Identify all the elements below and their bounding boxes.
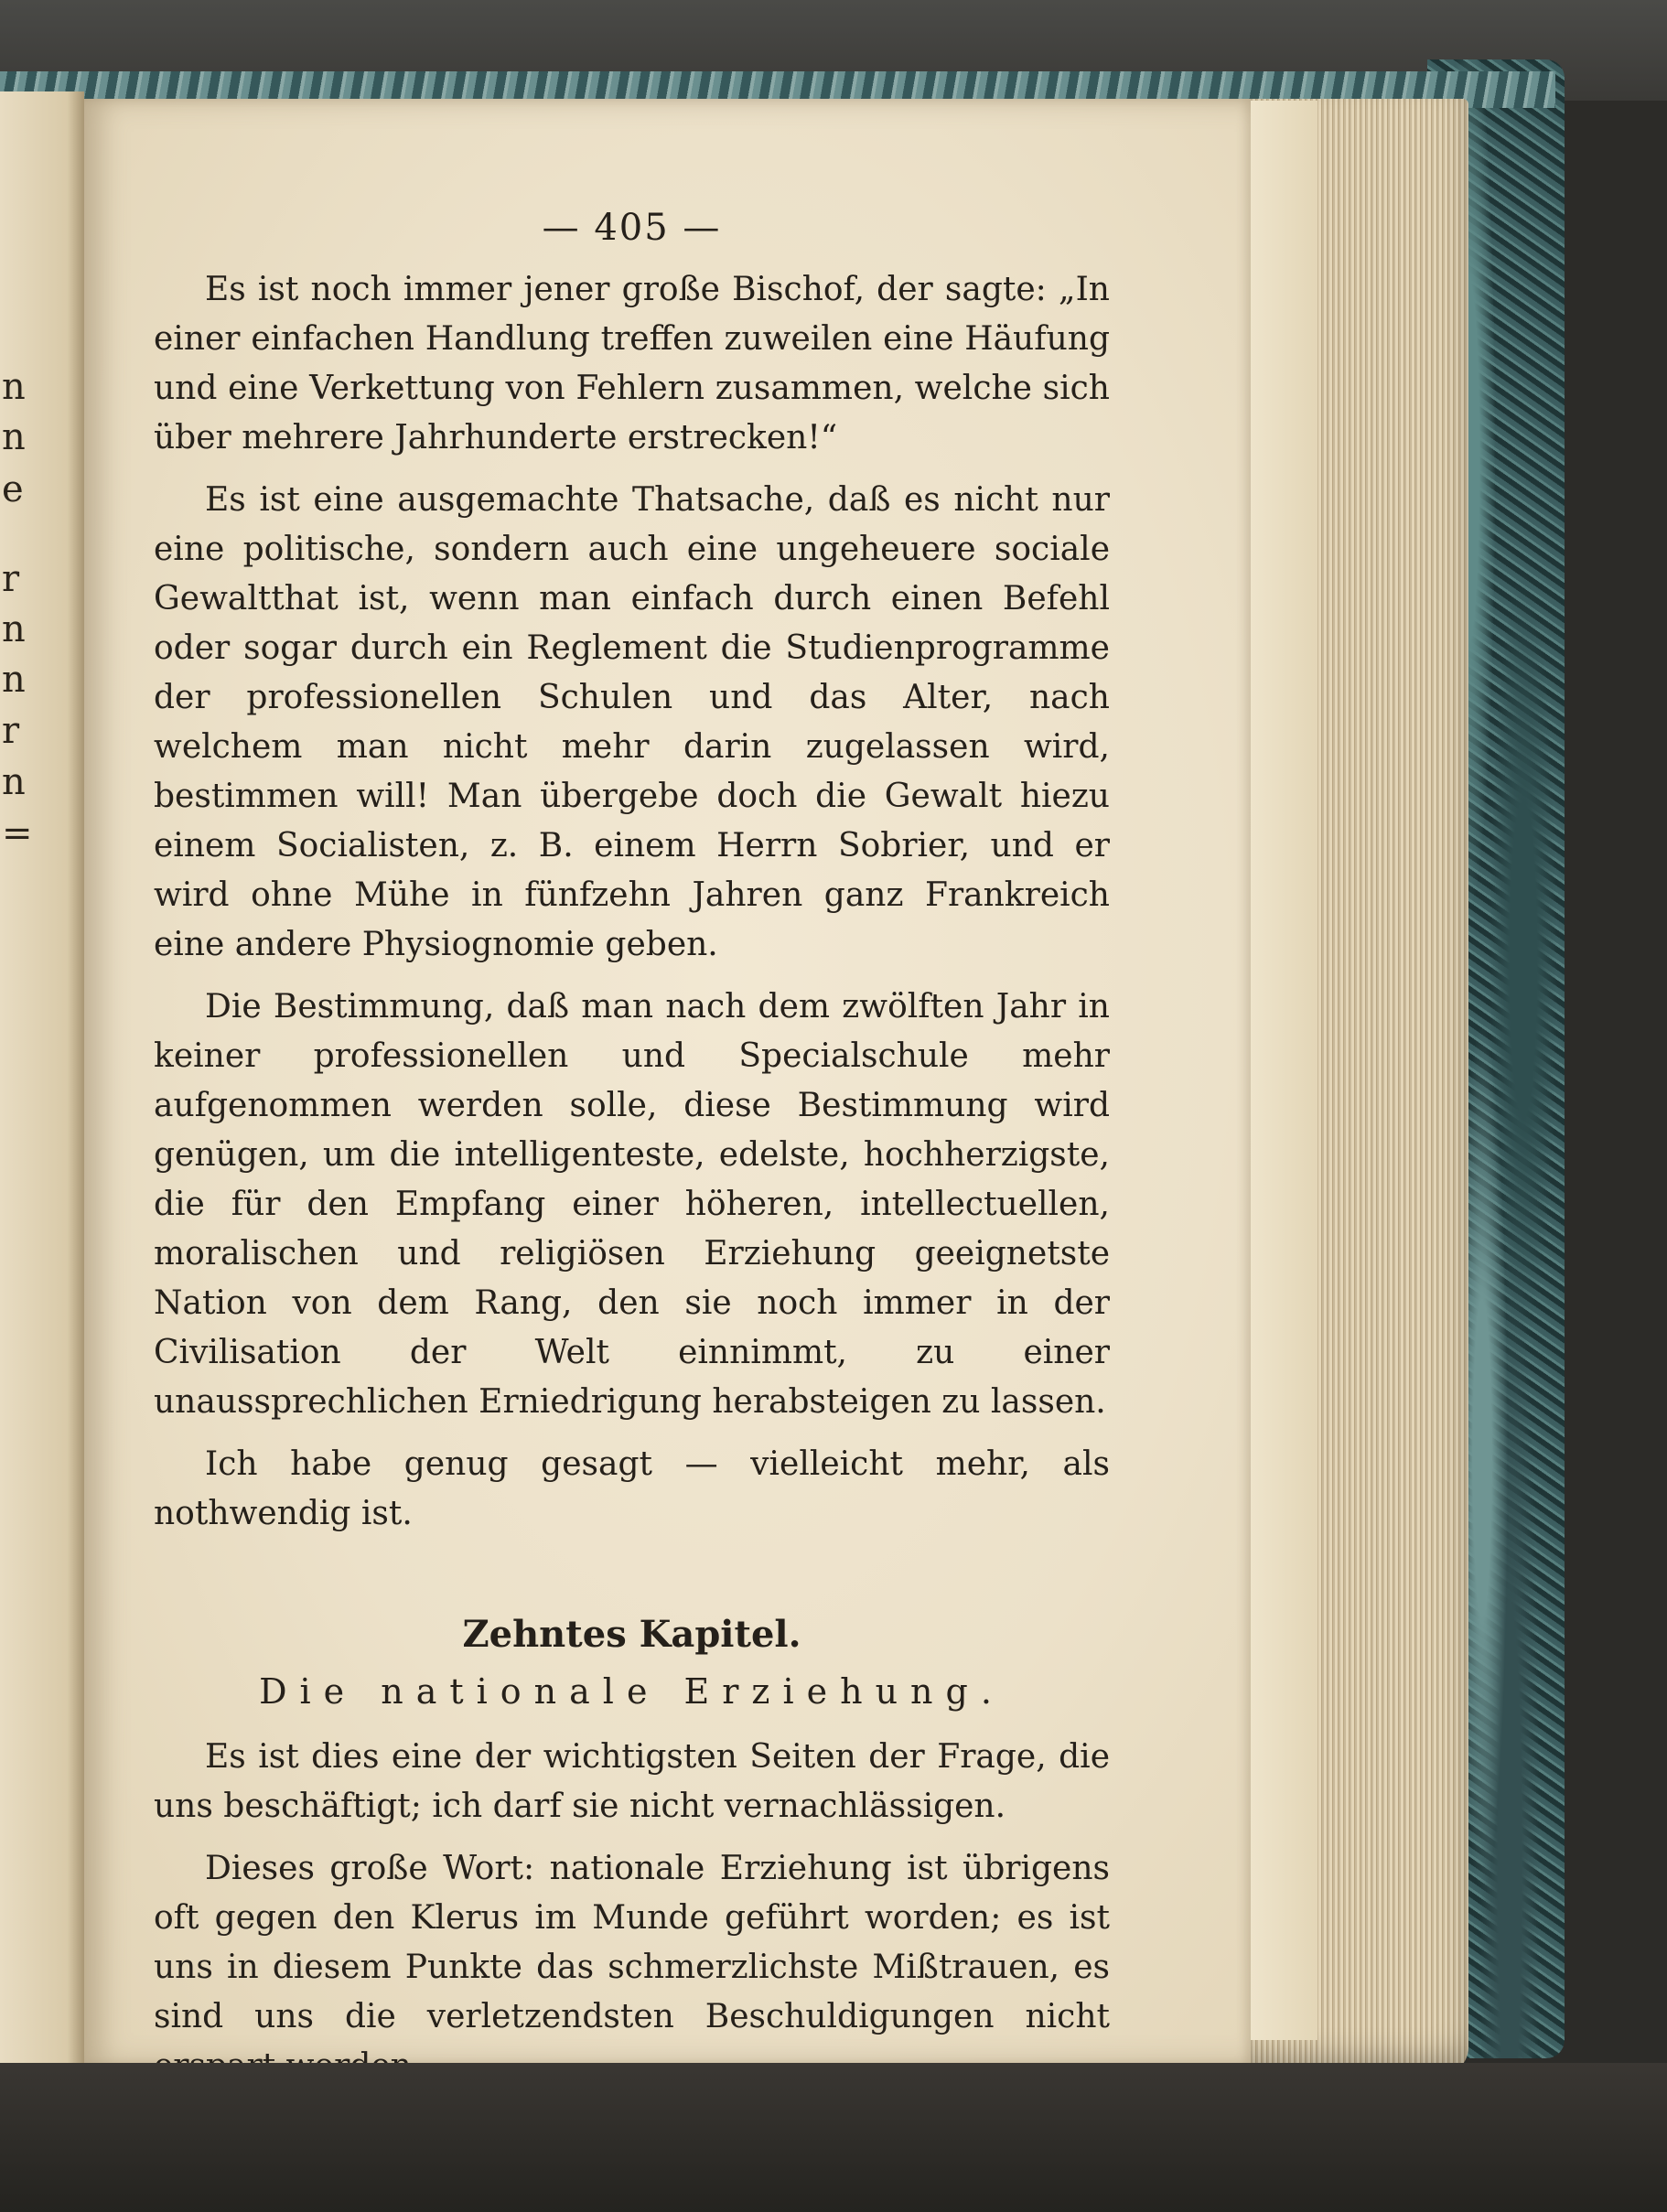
paragraph: Die Bestimmung, daß man nach dem zwölften Jahr in keiner professionellen und Specialschule mehr aufgenommen werden solle, diese Bestimmung wird genügen, um die intelligenteste, edelste, hochherzigste, die für den Empfang einer höheren, intellectuellen, moralischen und religiösen Erziehung geeignetste Nation von dem Rang, den sie noch immer in der Civilisation der Welt einnimmt, zu einer unaussprechlichen Erniedrigung herabsteigen zu lassen. xyxy=(154,988,1110,1421)
background-bottom xyxy=(0,2063,1667,2212)
left-fragment: r xyxy=(2,558,20,600)
paragraph: Dieses große Wort: nationale Erziehung ist übrigens oft gegen den Klerus im Munde geführt worden; es ist uns in diesem Punkte das schmerzlichste Mißtrauen, es sind uns die verletzendsten Beschuldigungen nicht xyxy=(154,1850,1110,2035)
chapter-subtitle: Die nationale Erziehung. xyxy=(259,1671,1005,1712)
page-text xyxy=(154,203,1110,2104)
paragraph: Ich habe genug gesagt — vielleicht mehr, als nothwendig ist. xyxy=(154,1445,1110,1532)
paragraph: Es ist dies eine der wichtigsten Seiten der Frage, die uns beschäftigt; ich darf sie nicht vernachlässigen. xyxy=(154,1738,1110,1825)
left-fragment: n xyxy=(2,416,26,458)
left-fragment: n xyxy=(2,366,26,408)
paragraph: Es ist noch immer jener große Bischof, der sagte: „In einer einfachen Handlung treffen zuweilen eine Häufung und eine Verkettung von Fehlern zusammen, welche sich über mehrere Jahrhunderte erstrecken!“ xyxy=(154,271,1110,456)
paragraph: Es ist eine ausgemachte Thatsache, daß es nicht nur eine politische, sondern auch eine ungeheuere sociale Gewaltthat ist, wenn man einfach durch einen Befehl oder sogar durch ein Reglement die Studienprogramme der professionellen Schulen und das Alter, nach welchem man nicht mehr darin zugelassen wird, bestimmen will! Man übergebe doch die Gewalt hiezu einem Socialisten, z. B. einem Herrn Sobrier, und er wird ohne Mühe in fünfzehn Jahren ganz Frankreich eine andere Physiognomie geben. xyxy=(154,481,1110,963)
left-fragment: = xyxy=(2,812,33,854)
left-fragment: n xyxy=(2,761,26,803)
chapter-heading: Zehntes Kapitel. xyxy=(462,1613,801,1656)
left-fragment: n xyxy=(2,659,26,701)
page-number: — 405 — xyxy=(542,207,722,249)
left-fragment: e xyxy=(2,468,24,510)
left-facing-page xyxy=(0,91,84,2104)
page-edges-light xyxy=(1244,101,1317,2040)
left-fragment: n xyxy=(2,608,26,650)
left-fragment: r xyxy=(2,710,20,752)
